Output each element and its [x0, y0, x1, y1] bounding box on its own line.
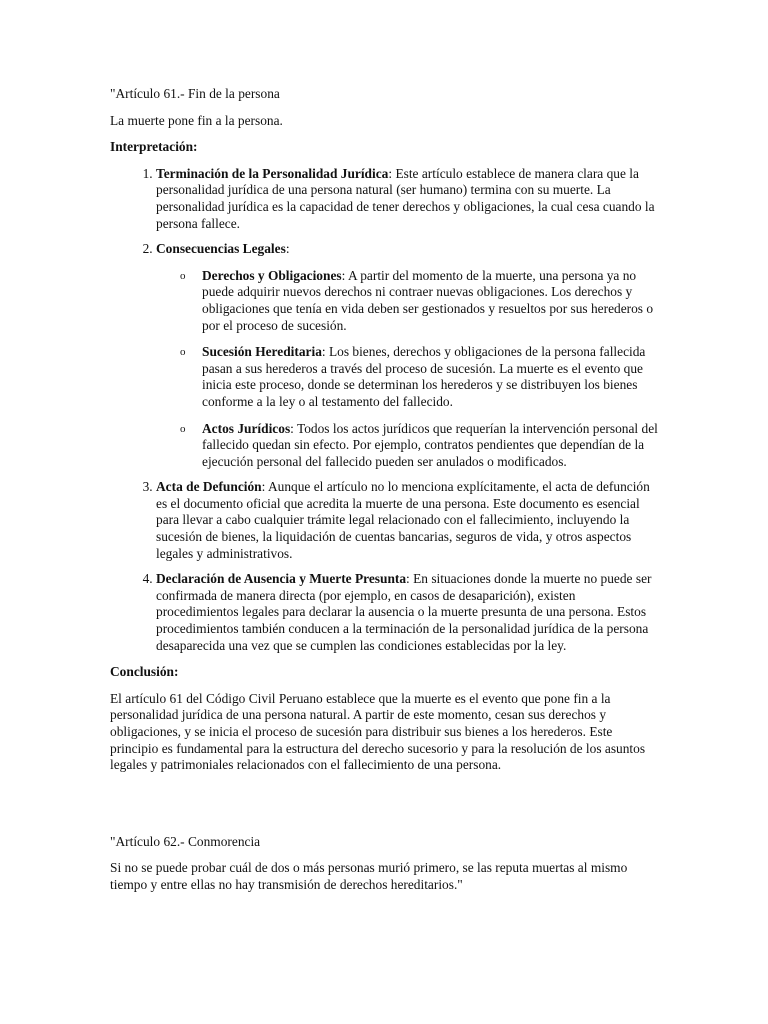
item-term: Declaración de Ausencia y Muerte Presunta — [156, 571, 407, 587]
document-page — [110, 86, 658, 904]
interpretation-heading: Interpretación: — [110, 139, 198, 155]
item-term: Terminación de la Personalidad Jurídica — [156, 165, 389, 181]
item-text: : Aunque el artículo no lo menciona explícitamente, el acta de defunción es el documento oficial que acredita la muerte de una persona. Este documento es esencial para llevar a cabo cualquier trámite legal relacionado con el fallecimiento, incluyendo la sucesión de bienes, la liquidación de cuentas bancarias, seguros de vida, y otros aspectos legales y administrativos. — [156, 479, 650, 561]
subitem-term: Actos Jurídicos — [202, 420, 291, 436]
conclusion-heading: Conclusión: — [110, 664, 179, 680]
item-term: Consecuencias Legales — [156, 241, 286, 257]
subitem-term: Derechos y Obligaciones — [202, 267, 342, 283]
interpretation-list — [110, 166, 658, 654]
list-item-consequences — [156, 241, 658, 470]
list-item-death-certificate — [156, 479, 658, 562]
article-62-text: Si no se puede probar cuál de dos o más personas murió primero, se las reputa muertas al mismo tiempo y entre ellas no hay transmisión de derechos hereditarios." — [110, 860, 628, 892]
consequences-sublist — [156, 268, 658, 471]
article-61-text: La muerte pone fin a la persona. — [110, 112, 283, 128]
list-item-termination — [156, 166, 658, 232]
subitem-text: : Los bienes, derechos y obligaciones de la persona fallecida pasan a sus herederos a través del proceso de sucesión. La muerte es el evento que inicia este proceso, donde se determinan los herederos y se distribuyen los bienes conforme a la ley o al testamento del fallecido. — [202, 344, 646, 409]
circle-bullet-icon: o — [180, 346, 186, 359]
subitem-term: Sucesión Hereditaria — [202, 344, 322, 360]
sublist-item-succession — [180, 344, 658, 410]
list-item-presumed-death — [156, 571, 658, 654]
subitem-text: : Todos los actos jurídicos que requerían la intervención personal del fallecido quedan sin efecto. Por ejemplo, contratos pendientes que dependían de la ejecución personal del fallecido pueden ser anulados o modificados. — [202, 420, 658, 469]
item-term: Acta de Defunción — [156, 479, 262, 495]
item-text: : Este artículo establece de manera clara que la personalidad jurídica de una persona natural (ser humano) termina con su muerte. La personalidad jurídica es la capacidad de tener derechos y obligaciones, la cual cesa cuando la persona fallece. — [156, 165, 655, 231]
circle-bullet-icon: o — [180, 422, 186, 435]
blank-space — [110, 784, 658, 834]
circle-bullet-icon: o — [180, 269, 186, 282]
subitem-text: : A partir del momento de la muerte, una persona ya no puede adquirir nuevos derechos ni contraer nuevas obligaciones. Los derechos y obligaciones que tenía en vida deben ser gestionados y resueltos por sus herederos o por el proceso de sucesión. — [202, 267, 654, 333]
article-61-title: "Artículo 61.- Fin de la persona — [110, 86, 280, 101]
conclusion-text: El artículo 61 del Código Civil Peruano establece que la muerte es el evento que pone fin a la personalidad jurídica de una persona natural. A partir de este momento, cesan sus derechos y obligaciones, y se inicia el proceso de sucesión para distribuir sus bienes a los herederos. Este principio es fundamental para la estructura del derecho sucesorio y para la resolución de los asuntos legales y patrimoniales relacionados con el fallecimiento de una persona. — [110, 690, 646, 773]
article-62-title: "Artículo 62.- Conmorencia — [110, 833, 261, 849]
sublist-item-legal-acts — [180, 420, 658, 471]
item-text: : En situaciones donde la muerte no puede ser confirmada de manera directa (por ejemplo, en casos de desaparición), existen procedimientos legales para declarar la ausencia o la muerte presunta de una persona. Estos procedimientos también conducen a la terminación de la personalidad jurídica de la persona desaparecida una vez que se cumplen las condiciones establecidas por la ley. — [156, 571, 652, 653]
sublist-item-rights — [180, 267, 658, 334]
item-text: : — [285, 241, 290, 257]
